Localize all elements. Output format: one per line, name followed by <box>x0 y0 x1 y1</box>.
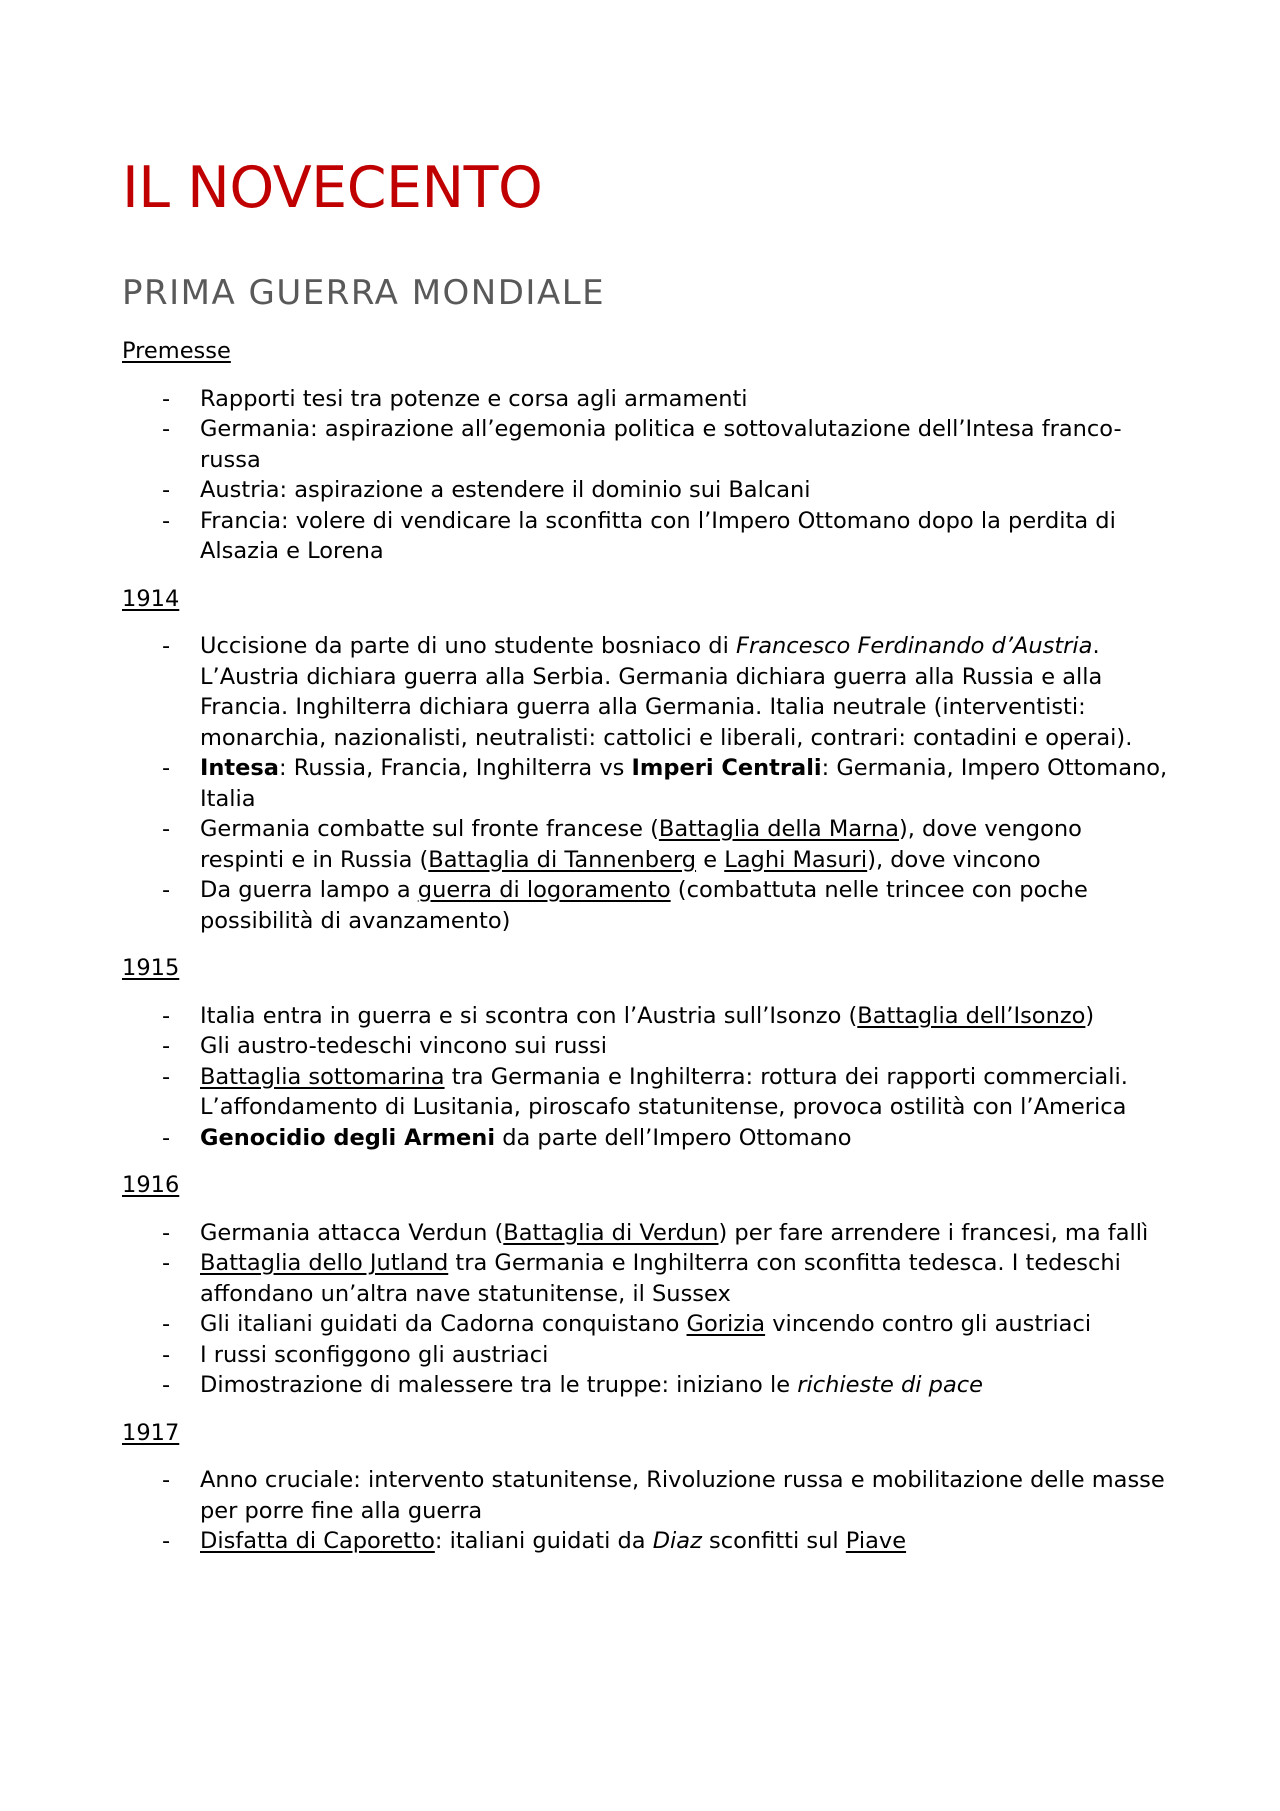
list-item <box>122 414 1172 475</box>
section-heading: 1915 <box>122 955 180 981</box>
text-run: Uccisione da parte di uno studente bosniaco di <box>200 633 736 659</box>
text-run: Rapporti tesi tra potenze e corsa agli armamenti <box>200 385 748 412</box>
list-item <box>122 753 1172 814</box>
text-run: : Germania, Impero Ottomano, Italia <box>200 755 1168 812</box>
text-run: da parte dell’Impero Ottomano <box>495 1124 852 1151</box>
text-run: vincendo contro gli austriaci <box>765 1311 1092 1337</box>
text-run: Dimostrazione di malessere tra le truppe: iniziano le <box>200 1372 798 1398</box>
text-run: : Russia, Francia, Inghilterra vs <box>278 755 632 781</box>
text-run: Austria: aspirazione a estendere il dominio sui Balcani <box>200 477 811 503</box>
underlined-term: Battaglia dello Jutland <box>200 1250 449 1276</box>
bullet-marker: - <box>162 1033 171 1059</box>
list-item <box>122 506 1172 567</box>
list-item <box>122 1526 1172 1557</box>
list-item <box>122 1001 1172 1032</box>
bullet-marker: - <box>162 385 171 412</box>
bullet-marker: - <box>162 816 171 842</box>
bold-term: Intesa <box>200 755 279 781</box>
text-run: ), dove vengono respinti e in Russia ( <box>200 816 1082 873</box>
underlined-term: Battaglia di Tannenberg <box>428 846 697 873</box>
bullet-marker: - <box>162 755 171 781</box>
text-run: I russi sconfiggono gli austriaci <box>200 1341 549 1368</box>
underlined-term: Laghi Masuri <box>724 846 868 873</box>
text-run: tra Germania e Inghilterra: rottura dei rapporti commerciali. L’affondamento di Lusitania, piroscafo statunitense, provoca ostilità con l’America <box>200 1063 1128 1120</box>
text-run: . L’Austria dichiara guerra alla Serbia. Germania dichiara guerra alla Russia e alla Francia. Inghilterra dichiara guerra alla Germania. Italia neutrale (interventisti: monarchia, nazionalisti, neutralisti: cattolici e liberali, contrari: contadini e operai). <box>200 633 1133 751</box>
bullet-marker: - <box>162 633 171 659</box>
document-body <box>122 336 1172 1574</box>
bullet-marker: - <box>162 1124 171 1151</box>
bullet-marker: - <box>162 1467 171 1493</box>
list-item <box>122 1465 1172 1526</box>
list-item <box>122 1248 1172 1309</box>
text-run: Germania attacca Verdun ( <box>200 1219 504 1246</box>
text-run: tra Germania e Inghilterra con sconfitta tedesca. I tedeschi affondano un’altra nave statunitense, il Sussex <box>200 1250 1121 1307</box>
bullet-marker: - <box>162 1528 171 1554</box>
italic-term: richieste di pace <box>797 1372 983 1398</box>
text-run: Germania combatte sul fronte francese ( <box>200 816 659 842</box>
section-heading: Premesse <box>122 338 231 364</box>
text-run: sconfitti sul <box>701 1528 846 1554</box>
underlined-term: Battaglia sottomarina <box>200 1063 445 1090</box>
list-item <box>122 1062 1172 1123</box>
document-title: IL NOVECENTO <box>122 155 543 221</box>
text-run: Gli italiani guidati da Cadorna conquistano <box>200 1311 687 1337</box>
bullet-list <box>122 631 1172 936</box>
underlined-term: Battaglia di Verdun <box>503 1219 719 1246</box>
list-item <box>122 1309 1172 1340</box>
italic-term: Diaz <box>652 1528 702 1554</box>
text-run: Italia entra in guerra e si scontra con l’Austria sull’Isonzo ( <box>200 1002 858 1029</box>
list-item <box>122 1218 1172 1249</box>
underlined-term: Battaglia della Marna <box>658 816 899 842</box>
section-heading: 1916 <box>122 1172 180 1198</box>
text-run: Gli austro-tedeschi vincono sui russi <box>200 1033 608 1059</box>
underlined-term: Piave <box>845 1528 907 1554</box>
text-run: (combattuta nelle trincee con poche possibilità di avanzamento) <box>200 877 1088 934</box>
text-run: e <box>696 846 725 873</box>
bullet-list <box>122 384 1172 567</box>
list-item <box>122 1031 1172 1062</box>
underlined-term: guerra di logoramento <box>417 877 671 903</box>
document-subtitle: PRIMA GUERRA MONDIALE <box>122 273 606 313</box>
list-item <box>122 875 1172 936</box>
underlined-term: Disfatta di Caporetto <box>200 1528 435 1554</box>
section-heading: 1917 <box>122 1419 180 1446</box>
bullet-marker: - <box>162 1002 171 1029</box>
bullet-marker: - <box>162 1063 171 1090</box>
underlined-term: Battaglia dell’Isonzo <box>857 1002 1086 1029</box>
list-item <box>122 631 1172 753</box>
bullet-list <box>122 1218 1172 1401</box>
bullet-marker: - <box>162 416 171 442</box>
bold-term: Genocidio degli Armeni <box>200 1124 496 1151</box>
bullet-marker: - <box>162 1372 171 1398</box>
text-run: ) <box>1085 1002 1095 1029</box>
bullet-marker: - <box>162 1341 171 1368</box>
list-item <box>122 475 1172 506</box>
bullet-marker: - <box>162 1311 171 1337</box>
bullet-marker: - <box>162 1219 171 1246</box>
list-item <box>122 1123 1172 1154</box>
text-run: ) per fare arrendere i francesi, ma fallì <box>718 1219 1149 1246</box>
bullet-marker: - <box>162 877 171 903</box>
text-run: ), dove vincono <box>867 846 1041 873</box>
text-run: Da guerra lampo a <box>200 877 418 903</box>
text-run: : italiani guidati da <box>434 1528 653 1554</box>
underlined-term: Gorizia <box>686 1311 766 1337</box>
section-heading: 1914 <box>122 585 180 612</box>
bullet-marker: - <box>162 1250 171 1276</box>
list-item <box>122 1370 1172 1401</box>
text-run: Anno cruciale: intervento statunitense, Rivoluzione russa e mobilitazione delle masse per porre fine alla guerra <box>200 1467 1165 1524</box>
bullet-marker: - <box>162 507 171 534</box>
text-run: Francia: volere di vendicare la sconfitta con l’Impero Ottomano dopo la perdita di Alsazia e Lorena <box>200 507 1116 564</box>
list-item <box>122 1340 1172 1371</box>
bullet-list <box>122 1465 1172 1557</box>
bullet-list <box>122 1001 1172 1154</box>
bullet-marker: - <box>162 477 171 503</box>
list-item <box>122 814 1172 875</box>
bold-term: Imperi Centrali <box>631 755 822 781</box>
text-run: Germania: aspirazione all’egemonia politica e sottovalutazione dell’Intesa franco-russa <box>200 416 1122 473</box>
italic-term: Francesco Ferdinando d’Austria <box>736 633 1093 659</box>
list-item <box>122 384 1172 415</box>
